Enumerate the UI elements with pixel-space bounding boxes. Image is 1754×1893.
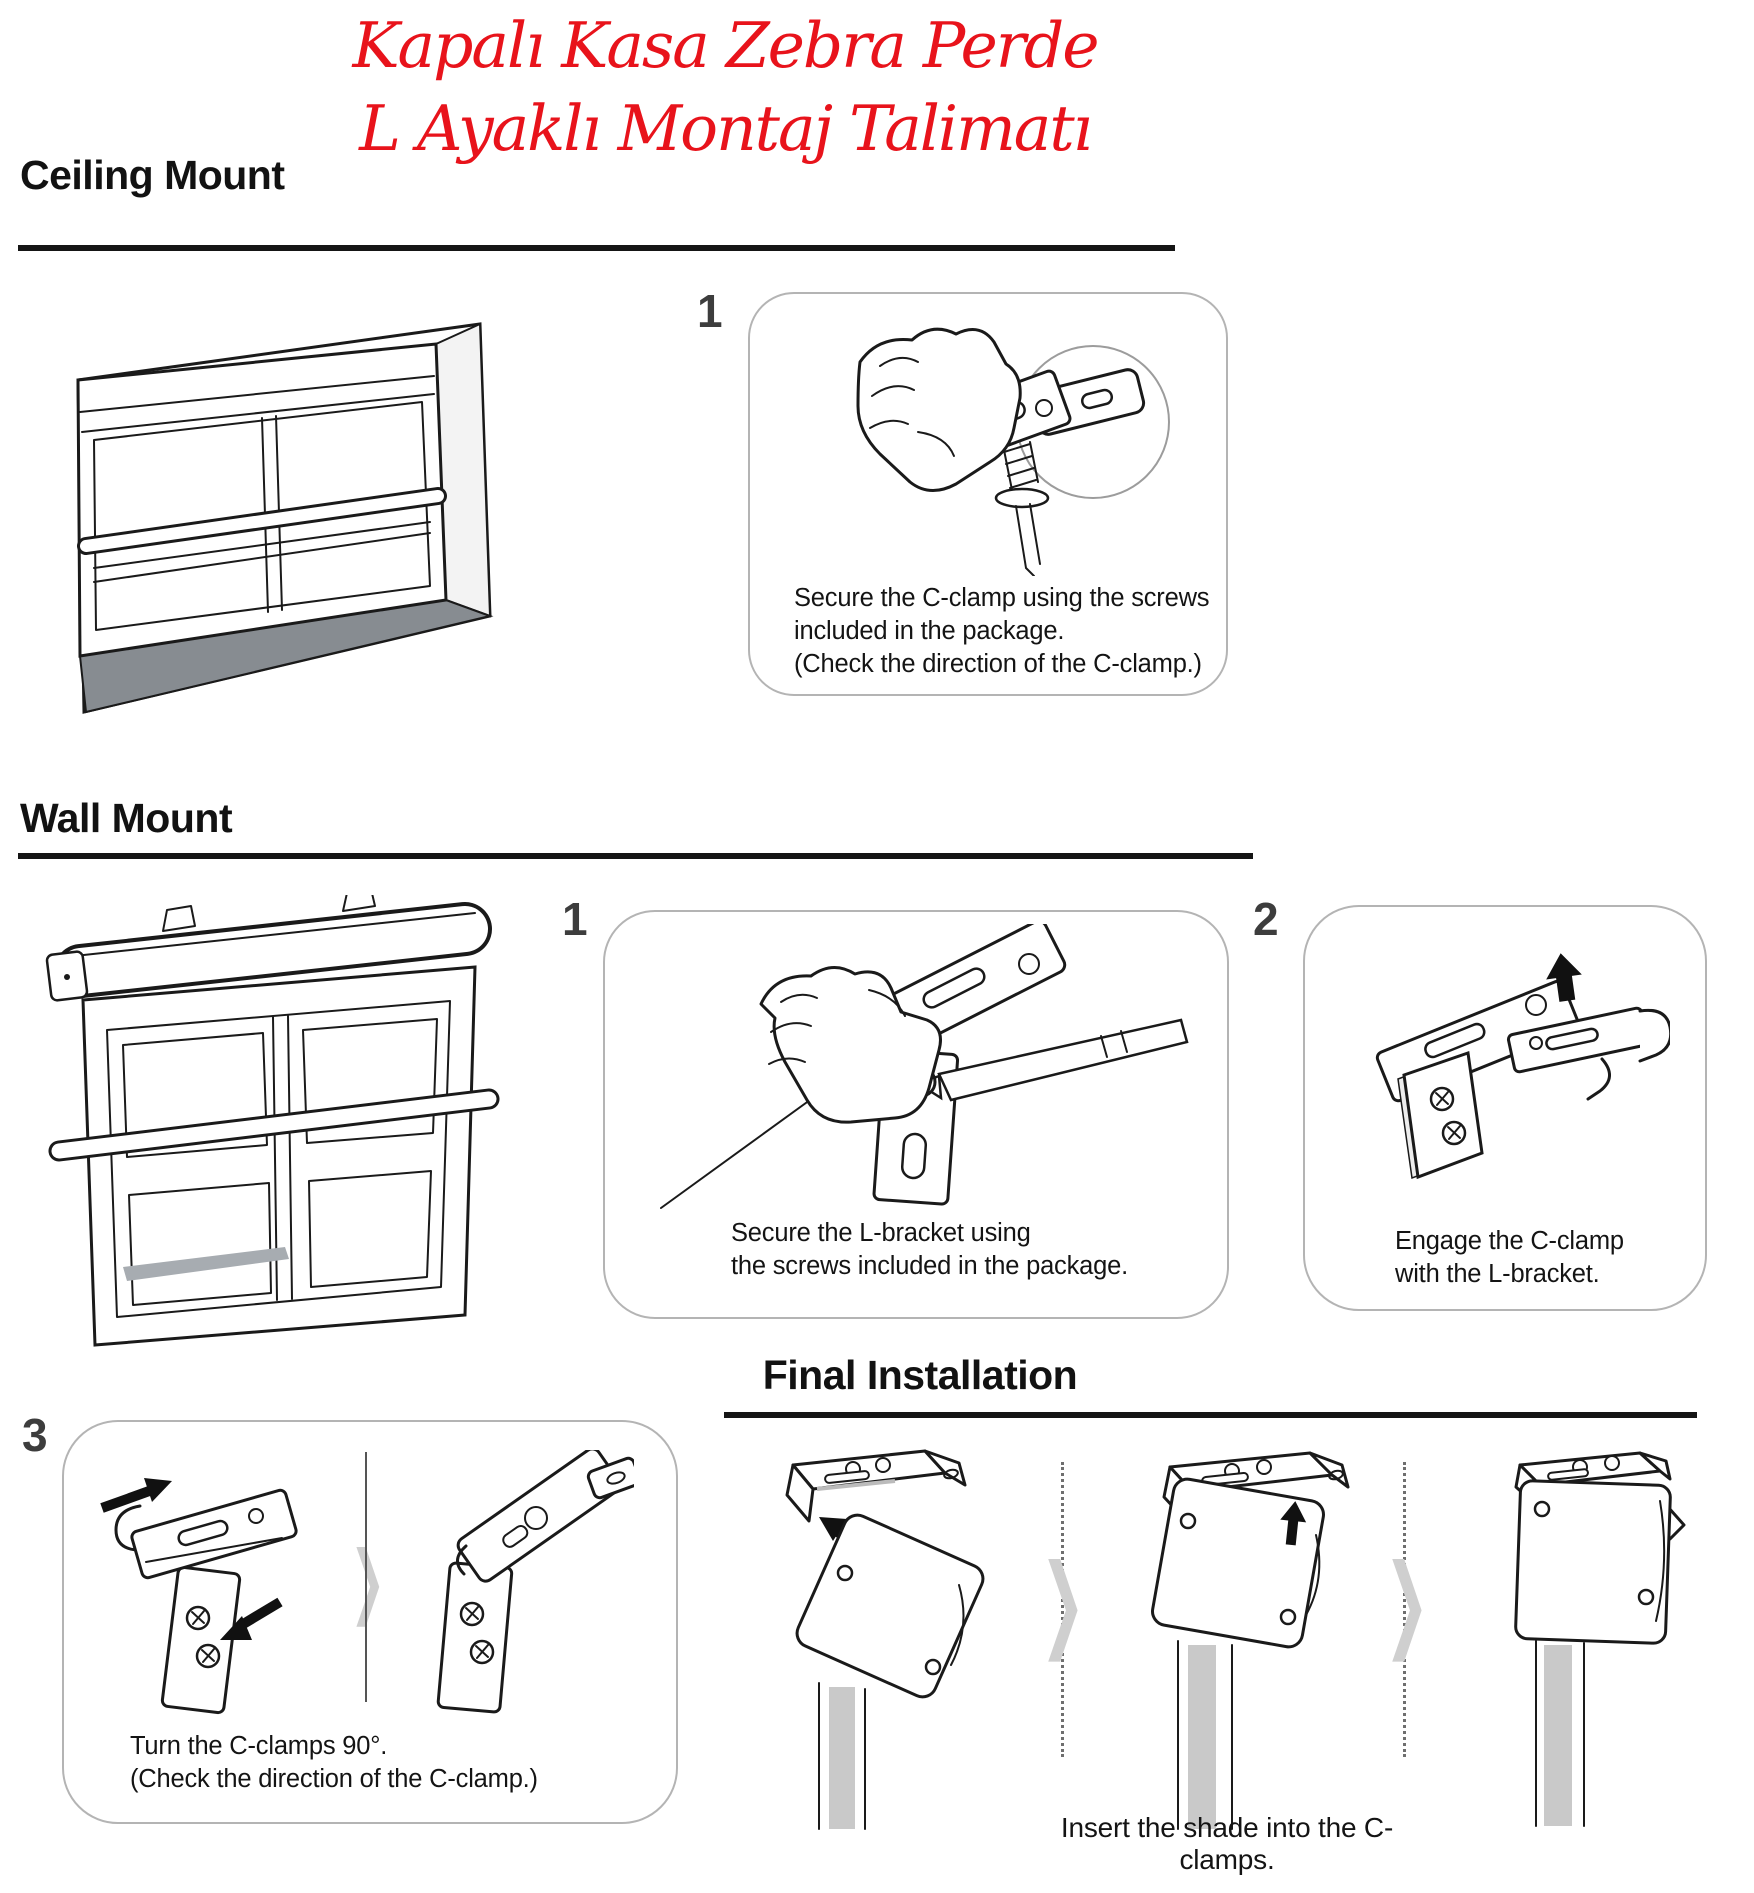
ceiling-step1-number: 1	[697, 285, 723, 337]
final-insert-illustration-3	[1500, 1443, 1690, 1835]
shade-fabric	[819, 1683, 865, 1829]
ceiling-step1-caption	[794, 582, 1209, 681]
caption-line: Engage the C-clamp	[1395, 1227, 1624, 1255]
final-step3-number: 3	[22, 1409, 48, 1461]
final-insert-illustration-1	[775, 1443, 990, 1835]
final-installation-heading: Final Installation	[762, 1352, 1078, 1398]
wall-section-rule	[18, 853, 1253, 859]
screw-icon	[996, 442, 1048, 576]
ceiling-step1-panel	[748, 292, 1228, 696]
wall-step1-panel	[603, 910, 1229, 1319]
wall-step1-caption	[731, 1217, 1128, 1283]
page-title	[80, 4, 1370, 170]
shade-cassette	[793, 1511, 988, 1702]
shade-fabric	[1536, 1641, 1584, 1826]
wall-mount-heading: Wall Mount	[20, 795, 233, 841]
c-clamp-engage-illustration	[1340, 937, 1670, 1187]
ceiling-mount-heading: Ceiling Mount	[20, 152, 285, 198]
caption-line: (Check the direction of the C-clamp.)	[794, 650, 1202, 678]
wall-step2-caption	[1395, 1225, 1624, 1291]
caption-line: (Check the direction of the C-clamp.)	[130, 1765, 538, 1793]
wall-step1-number: 1	[562, 893, 588, 945]
ceiling-window-illustration	[72, 300, 527, 715]
c-clamp-icon	[787, 1451, 965, 1521]
shade-cassette	[1150, 1477, 1325, 1649]
final-step3-panel	[62, 1420, 678, 1824]
final-insert-illustration-2	[1140, 1443, 1365, 1835]
c-clamp-screw-illustration	[768, 304, 1208, 576]
caption-line: Secure the C-clamp using the screws	[794, 584, 1210, 612]
wall-step2-number: 2	[1253, 893, 1279, 945]
caption-line: included in the package.	[794, 617, 1065, 645]
l-bracket-screwdriver-illustration	[621, 924, 1209, 1214]
shade-cassette	[1515, 1480, 1684, 1643]
caption-line: Secure the L-bracket using	[731, 1219, 1031, 1247]
wall-step2-panel	[1303, 905, 1707, 1311]
rotate-c-clamp-illustration	[74, 1450, 634, 1720]
caption-line: the screws included in the package.	[731, 1252, 1128, 1280]
title-line-1: Kapalı Kasa Zebra Perde	[352, 9, 1098, 82]
shade-fabric	[1178, 1641, 1232, 1829]
title-line-2: L Ayaklı Montaj Talimatı	[359, 92, 1091, 165]
caption-line: Turn the C-clamps 90°.	[130, 1732, 388, 1760]
next-chevron-icon: ❯	[1040, 1542, 1086, 1662]
caption-line: with the L-bracket.	[1395, 1260, 1600, 1288]
final-step3-caption	[130, 1730, 538, 1796]
wall-window-illustration	[45, 895, 525, 1350]
next-chevron-icon: ❯	[350, 1533, 386, 1627]
next-chevron-icon: ❯	[1384, 1542, 1430, 1662]
rotate-arrow-icon	[102, 1478, 172, 1508]
final-caption: Insert the shade into the C-clamps.	[1060, 1812, 1394, 1875]
hand-icon	[858, 329, 1020, 490]
ceiling-section-rule	[18, 245, 1175, 251]
screwdriver-icon	[919, 1020, 1187, 1100]
final-section-rule	[724, 1412, 1697, 1418]
